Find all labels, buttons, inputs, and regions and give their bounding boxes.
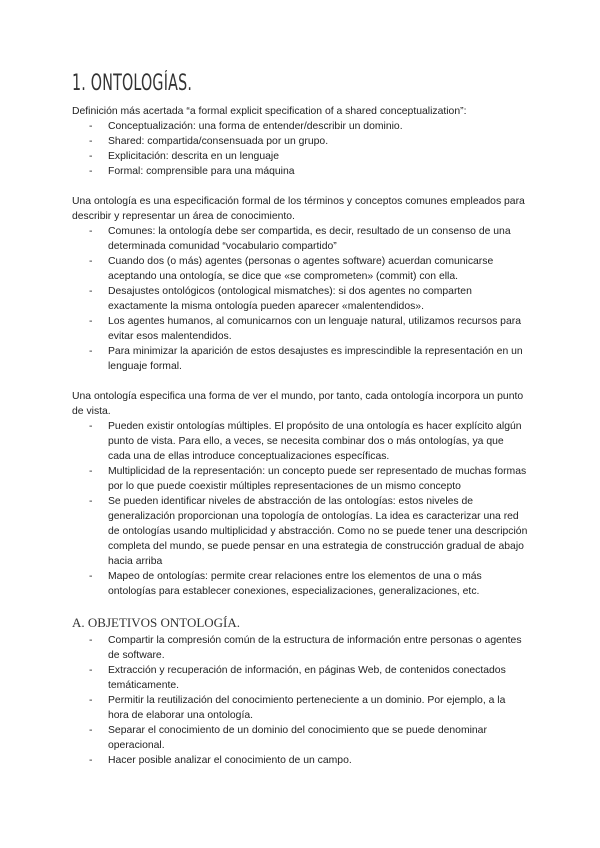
list-item: - Comunes: la ontología debe ser compartida, es decir, resultado de un consenso de una determinada comunidad “vocabulario compartido”	[72, 224, 528, 254]
list-item: - Conceptualización: una forma de entender/describir un dominio.	[72, 119, 528, 134]
list-item: - Shared: compartida/consensuada por un grupo.	[72, 134, 528, 149]
list-item: - Formal: comprensible para una máquina	[72, 164, 528, 179]
document-page	[72, 70, 528, 768]
list-item: - Cuando dos (o más) agentes (personas o agentes software) acuerdan comunicarse aceptando una ontología, se dice que «se comprometen» (commit) con ella.	[72, 254, 528, 284]
list-item: - Desajustes ontológicos (ontological mismatches): si dos agentes no comparten exactamente la misma ontología pueden aparecer «malentendidos».	[72, 284, 528, 314]
list-item: - Hacer posible analizar el conocimiento de un campo.	[72, 753, 528, 768]
ontology-definition-paragraph: Una ontología es una especificación formal de los términos y conceptos comunes empleados para describir y representar un área de conocimiento.	[72, 196, 525, 222]
list-item: - Pueden existir ontologías múltiples. El propósito de una ontología es hacer explícito algún punto de vista. Para ello, a veces, se necesita combinar dos o más ontologías, ya que cada una de ellas introduce conceptualizaciones específicas.	[72, 419, 528, 464]
ontology-properties-list	[72, 224, 528, 374]
point-of-view-list	[72, 419, 528, 599]
list-item: - Compartir la compresión común de la estructura de información entre personas o agentes de software.	[72, 633, 528, 663]
spacer	[72, 179, 528, 194]
list-item: - Los agentes humanos, al comunicarnos con un lenguaje natural, utilizamos recursos para evitar esos malentendidos.	[72, 314, 528, 344]
objectives-heading: A. OBJETIVOS ONTOLOGÍA.	[72, 615, 241, 630]
list-item: - Permitir la reutilización del conocimiento perteneciente a un dominio. Por ejemplo, a la hora de elaborar una ontología.	[72, 693, 528, 723]
list-item: - Mapeo de ontologías: permite crear relaciones entre los elementos de una o más ontologías para establecer conexiones, especializaciones, generalizaciones, etc.	[72, 569, 528, 599]
definition-list	[72, 119, 528, 179]
definition-intro: Definición más acertada “a formal explicit specification of a shared conceptualization”:	[72, 106, 467, 117]
list-item: - Multiplicidad de la representación: un concepto puede ser representado de muchas formas por lo que puede coexistir múltiples representaciones de un mismo concepto	[72, 464, 528, 494]
list-item: - Se pueden identificar niveles de abstracción de las ontologías: estos niveles de generalización proporcionan una topología de ontologías. La idea es caracterizar una red de ontologías usando multiplicidad y abstracción. Como no se puede tener una descripción completa del mundo, se puede pensar en una estrategia de construcción gradual de abajo hacia arriba	[72, 494, 528, 569]
page-title: 1. ONTOLOGÍAS.	[72, 71, 193, 96]
point-of-view-paragraph: Una ontología especifica una forma de ver el mundo, por tanto, cada ontología incorpora un punto de vista.	[72, 391, 524, 417]
list-item: - Para minimizar la aparición de estos desajustes es imprescindible la representación en un lenguaje formal.	[72, 344, 528, 374]
list-item: - Explicitación: descrita en un lenguaje	[72, 149, 528, 164]
spacer	[72, 374, 528, 389]
spacer	[72, 599, 528, 614]
list-item: - Separar el conocimiento de un dominio del conocimiento que se puede denominar operacional.	[72, 723, 528, 753]
list-item: - Extracción y recuperación de información, en páginas Web, de contenidos conectados temáticamente.	[72, 663, 528, 693]
objectives-list	[72, 633, 528, 768]
